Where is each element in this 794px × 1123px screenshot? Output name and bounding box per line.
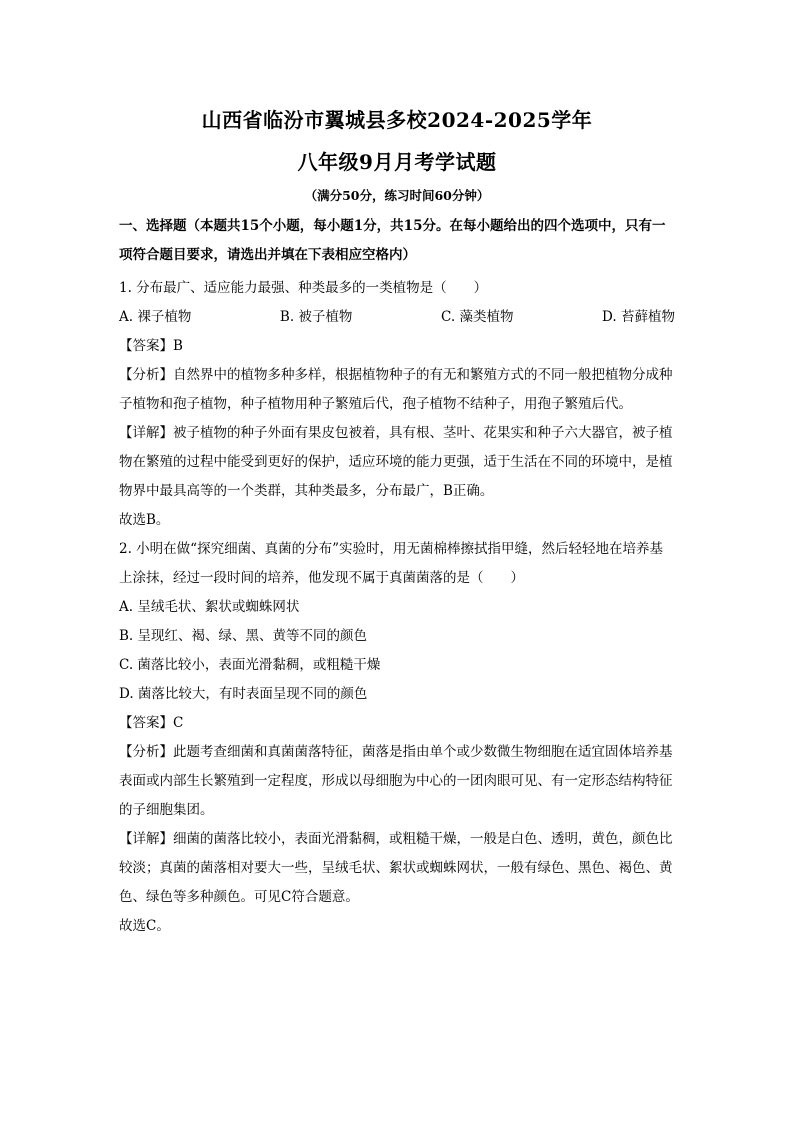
question-2-detail: [119, 825, 675, 912]
question-1: [119, 274, 675, 535]
section-heading: 一、选择题（本题共15个小题，每小题1分，共15分。在每小题给出的四个选项中，只有一项符合题目要求，请选出并填在下表相应空格内）: [119, 218, 666, 263]
analysis-text: 此题考查细菌和真菌菌落特征，菌落是指由单个或少数微生物细胞在适宜固体培养基表面或内部生长繁殖到一定程度，形成以母细胞为中心的一团肉眼可见、有一定形态结构特征的子细胞集团。: [119, 744, 673, 818]
analysis-text: 自然界中的植物多种多样，根据植物种子的有无和繁殖方式的不同一般把植物分成种子植物和孢子植物，种子植物用种子繁殖后代，孢子植物不结种子，用孢子繁殖后代。: [119, 367, 673, 412]
question-1-analysis: [119, 361, 675, 419]
question-2-answer: [119, 709, 675, 738]
question-1-stem: 1. 分布最广、适应能力最强、种类最多的一类植物是（ ）: [119, 280, 488, 296]
answer-label: 【答案】: [119, 715, 173, 731]
detail-text: 被子植物的种子外面有果皮包被着，具有根、茎叶、花果实和种子六大器官，被子植物在繁殖的过程中能受到更好的保护，适应环境的能力更强，适于生活在不同的环境中，是植物界中最具高等的一个类群，其种类最多，分布最广，B正确。: [119, 425, 673, 499]
answer-label: 【答案】: [119, 338, 173, 354]
question-1-option-a: A. 裸子植物: [119, 309, 192, 325]
analysis-label: 【分析】: [119, 744, 173, 760]
question-1-detail: [119, 419, 675, 506]
detail-label: 【详解】: [119, 425, 173, 441]
question-2-option-b: B. 呈现红、褐、绿、黑、黄等不同的颜色: [119, 628, 368, 644]
exam-title-line2: 八年级9月月考学试题: [297, 150, 497, 174]
detail-text: 细菌的菌落比较小，表面光滑黏稠，或粗糙干燥，一般是白色、透明，黄色，颜色比较淡；真菌的菌落相对要大一些，呈绒毛状、絮状或蜘蛛网状，一般有绿色、黑色、褐色、黄色、绿色等多种颜色。可见C符合题意。: [119, 831, 673, 905]
exam-subtitle: （满分50分，练习时间60分钟）: [304, 188, 490, 203]
question-1-option-c: C. 藻类植物: [441, 309, 514, 325]
question-2-option-d: D. 菌落比较大，有时表面呈现不同的颜色: [119, 686, 368, 702]
question-2: [119, 535, 675, 941]
answer-value: C: [173, 715, 184, 731]
question-1-conclusion: 故选B。: [119, 512, 170, 528]
exam-body: [119, 212, 675, 941]
analysis-label: 【分析】: [119, 367, 173, 383]
exam-title-line1: 山西省临汾市翼城县多校2024-2025学年: [201, 108, 593, 132]
question-2-analysis: [119, 738, 675, 825]
question-2-option-c: C. 菌落比较小，表面光滑黏稠，或粗糙干燥: [119, 657, 381, 673]
question-2-conclusion: 故选C。: [119, 918, 170, 934]
question-1-answer: [119, 332, 675, 361]
question-2-option-a: A. 呈绒毛状、絮状或蜘蛛网状: [119, 599, 300, 615]
detail-label: 【详解】: [119, 831, 173, 847]
question-2-stem: 2. 小明在做“探究细菌、真菌的分布”实验时，用无菌棉棒擦拭指甲缝，然后轻轻地在培养基上涂抹，经过一段时间的培养，他发现不属于真菌菌落的是（ ）: [119, 541, 663, 586]
question-1-options: [119, 303, 675, 332]
answer-value: B: [173, 338, 183, 354]
question-1-option-b: B. 被子植物: [279, 309, 353, 325]
question-1-option-d: D. 苔藓植物: [602, 309, 675, 325]
